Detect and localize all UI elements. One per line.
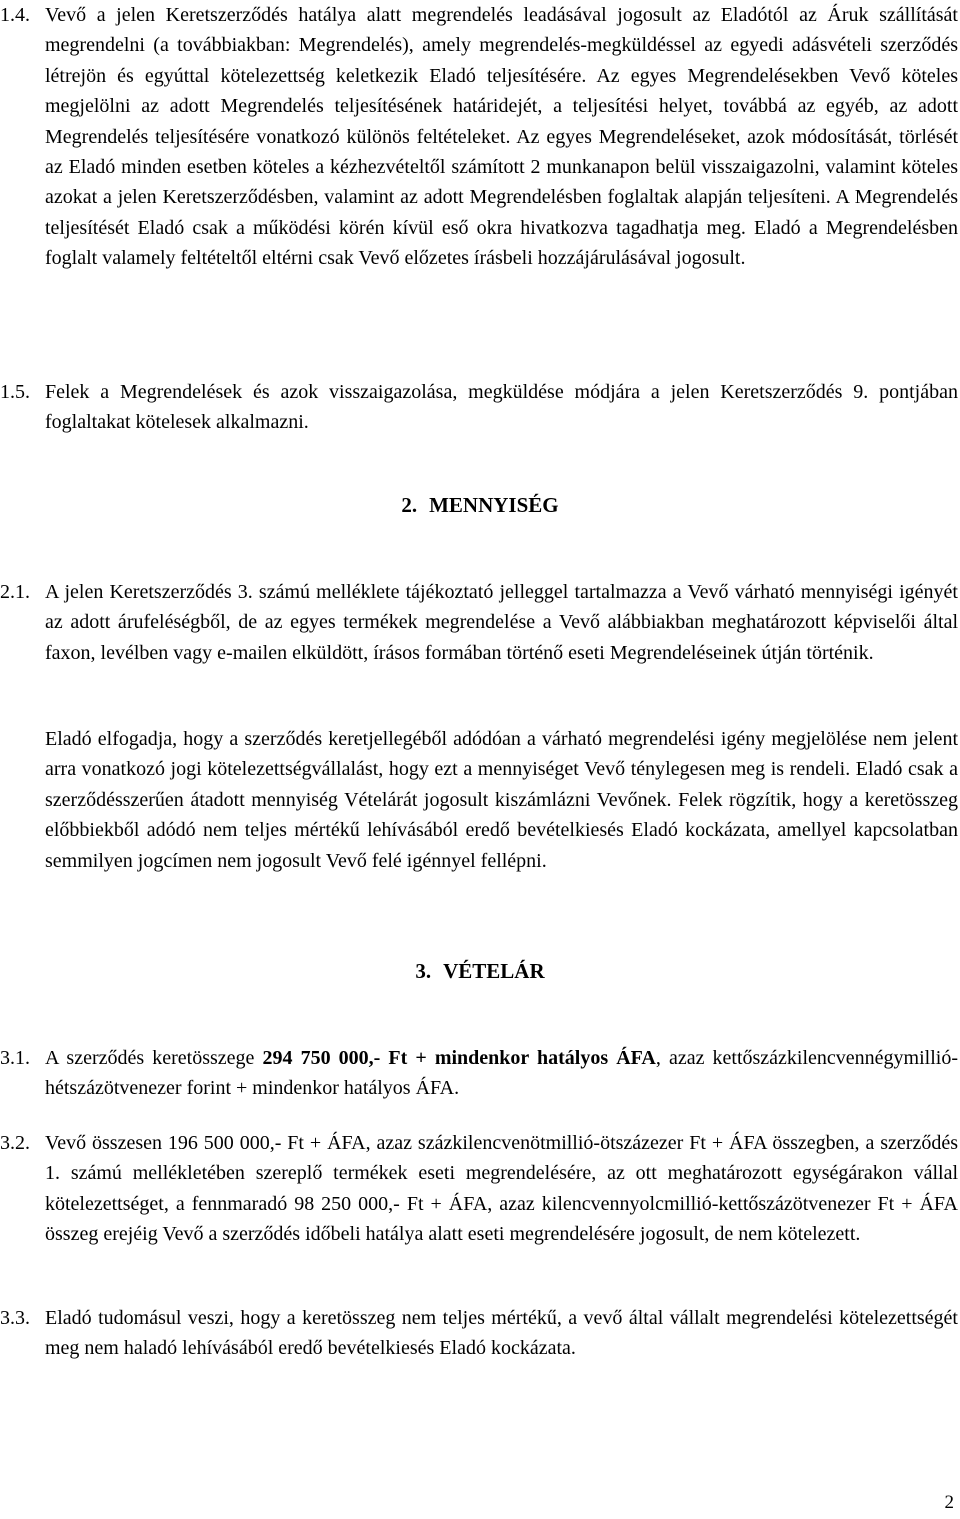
clause-text: Felek a Megrendelések és azok visszaigazolása, megküldése módjára a jelen Keretszerződés 9. pontjában foglaltakat kötelesek alkalmazni. [45, 381, 958, 434]
clause-text: Vevő a jelen Keretszerződés hatálya alatt megrendelés leadásával jogosult az Eladótól az Áruk szállítását megrendelni (a továbbiakban: Megrendelés), amely megrendelés-megküldéssel az egyedi adásvételi szerződés létrejön és egyúttal kötelezettség keletkezik Eladó teljesítésére. Az egyes Megrendelésekben Vevő köteles megjelölni az adott Megrendelés teljesítésének határidejét, a teljesítési helyet, továbbá az egyéb, az adott Megrendelés teljesítésére vonatkozó különös feltételeket. Az egyes Megrendeléseket, azok módosítását, törlését az Eladó minden esetben köteles a kézhezvételtől számított 2 munkanapon belül visszaigazolni, valamint köteles azokat a jelen Keretszerződésben, valamint az adott Megrendelésben foglaltak alapján teljesíteni. A Megrendelés teljesítését Eladó csak a működési körén kívül eső okra hivatkozva tagadhatja meg. Eladó a Megrendelésben foglalt valamely feltételtől eltérni csak Vevő előzetes írásbeli hozzájárulásával jogosult. [45, 4, 958, 270]
page-number: 2 [944, 1492, 954, 1513]
section-heading-price [0, 956, 960, 986]
clause-1-4 [0, 0, 958, 274]
heading-title: MENNYISÉG [429, 493, 559, 517]
clause-text: A jelen Keretszerződés 3. számú melléklete tájékoztató jelleggel tartalmazza a Vevő várható mennyiségi igényét az adott árufeléségből, de az egyes termékek megrendelése a Vevő alábbiakban meghatározott képviselői által faxon, levélben vagy e-mailen elküldött, írásos formában történő eseti Megrendeléseinek útján történik. [45, 581, 958, 664]
clause-3-3 [0, 1303, 958, 1364]
heading-title: VÉTELÁR [443, 959, 545, 983]
clause-text: Vevő összesen 196 500 000,- Ft + ÁFA, azaz százkilencvenötmillió-ötszázezer Ft + ÁFA összegben, a szerződés 1. számú mellékletében szereplő termékek eseti megrendelésére, az ott meghatározott egységárakon vállal kötelezettséget, a fennmaradó 98 250 000,- Ft + ÁFA, azaz kilencvennyolcmillió-kettőszázötvenezer Ft + ÁFA összeg erejéig Vevő a szerződés időbeli hatálya alatt eseti megrendelésére jogosult, de nem kötelezett. [45, 1132, 958, 1246]
clause-text-after: , azaz kettőszázkilencvennégymillió-hétszázötvenezer forint + mindenkor hatályos ÁFA. [45, 1047, 958, 1100]
clause-number: 3.3. [0, 1307, 30, 1329]
section-heading-quantity [0, 490, 960, 520]
clause-number: 2.1. [0, 581, 30, 603]
clause-text-before: A szerződés keretösszege [45, 1047, 263, 1069]
clause-text [45, 1043, 958, 1104]
clause-text: Eladó tudomásul veszi, hogy a keretösszeg nem teljes mértékű, a vevő által vállalt megrendelési kötelezettségét meg nem haladó lehívásából eredő bevételkiesés Eladó kockázata. [45, 1307, 958, 1360]
clause-number: 1.4. [0, 4, 30, 26]
heading-number: 3. [415, 959, 432, 983]
clause-1-5 [0, 377, 958, 438]
clause-3-2 [0, 1128, 958, 1250]
heading-number: 2. [401, 493, 418, 517]
clause-number: 3.1. [0, 1047, 30, 1069]
contract-amount: 294 750 000,- Ft + mindenkor hatályos ÁFA [262, 1047, 656, 1069]
clause-2-1 [0, 577, 958, 668]
clause-number: 1.5. [0, 381, 30, 403]
clause-number: 3.2. [0, 1132, 30, 1154]
clause-3-1 [0, 1043, 958, 1104]
paragraph-2-1-continued: Eladó elfogadja, hogy a szerződés keretjellegéből adódóan a várható megrendelési igény megjelölése nem jelent arra vonatkozó jogi kötelezettségvállalást, hogy ezt a mennyiséget Vevő ténylegesen meg is rendeli. Eladó csak a szerződésszerűen átadott mennyiség Vételárát jogosult kiszámlázni Vevőnek. Felek rögzítik, hogy a keretösszeg előbbiekből adódó nem teljes mértékű lehívásából eredő bevételkiesés Eladó kockázata, amellyel kapcsolatban semmilyen jogcímen nem jogosult Vevő felé igénnyel fellépni. [45, 728, 958, 872]
